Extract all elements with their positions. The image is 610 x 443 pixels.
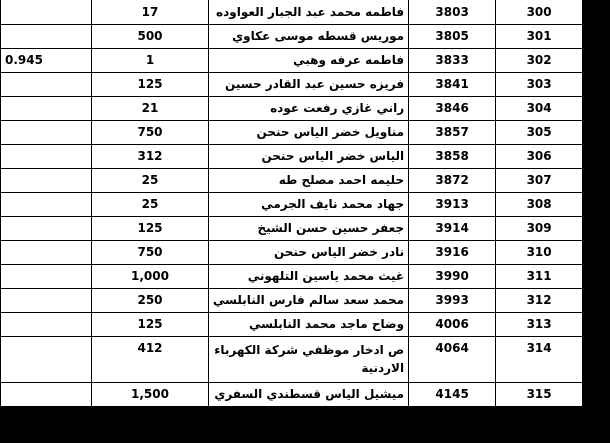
amount-cell: 1 bbox=[92, 48, 209, 72]
sequence-cell: 308 bbox=[496, 192, 583, 216]
sequence-cell: 301 bbox=[496, 24, 583, 48]
name-cell: فاطمه محمد عبد الجبار العواوده bbox=[209, 0, 409, 24]
table-row bbox=[1, 192, 583, 216]
name-cell: جهاد محمد نايف الجرمي bbox=[209, 192, 409, 216]
sequence-cell: 303 bbox=[496, 72, 583, 96]
name-cell: محمد سعد سالم فارس النابلسي bbox=[209, 288, 409, 312]
extra-value-cell bbox=[1, 336, 92, 382]
extra-value-cell bbox=[1, 0, 92, 24]
table-row bbox=[1, 144, 583, 168]
extra-value-cell bbox=[1, 72, 92, 96]
sequence-cell: 309 bbox=[496, 216, 583, 240]
amount-cell: 312 bbox=[92, 144, 209, 168]
name-cell: راني غازي رفعت عوده bbox=[209, 96, 409, 120]
amount-cell: 125 bbox=[92, 312, 209, 336]
table-row bbox=[1, 168, 583, 192]
id-cell: 3857 bbox=[409, 120, 496, 144]
name-cell: ميشيل الياس قسطندي السفري bbox=[209, 382, 409, 406]
name-cell: حليمه احمد مصلح طه bbox=[209, 168, 409, 192]
sequence-cell: 302 bbox=[496, 48, 583, 72]
id-cell: 3990 bbox=[409, 264, 496, 288]
sequence-cell: 313 bbox=[496, 312, 583, 336]
name-cell: جعفر حسين حسن الشيخ bbox=[209, 216, 409, 240]
amount-cell: 500 bbox=[92, 24, 209, 48]
amount-cell: 125 bbox=[92, 216, 209, 240]
sequence-cell: 314 bbox=[496, 336, 583, 382]
name-cell: الياس خضر الياس حنحن bbox=[209, 144, 409, 168]
id-cell: 3913 bbox=[409, 192, 496, 216]
extra-value-cell bbox=[1, 264, 92, 288]
amount-cell: 25 bbox=[92, 192, 209, 216]
extra-value-cell bbox=[1, 312, 92, 336]
amount-cell: 1,500 bbox=[92, 382, 209, 406]
amount-cell: 125 bbox=[92, 72, 209, 96]
sequence-cell: 305 bbox=[496, 120, 583, 144]
name-cell: وضاح ماجد محمد النابلسي bbox=[209, 312, 409, 336]
table-row bbox=[1, 72, 583, 96]
sequence-cell: 310 bbox=[496, 240, 583, 264]
table-row bbox=[1, 48, 583, 72]
name-cell: ص ادخار موظفي شركة الكهرباء الاردنية bbox=[209, 336, 409, 382]
id-cell: 3846 bbox=[409, 96, 496, 120]
name-cell: موريس قسطه موسى عكاوي bbox=[209, 24, 409, 48]
name-cell: غيث محمد ياسين التلهوني bbox=[209, 264, 409, 288]
amount-cell: 17 bbox=[92, 0, 209, 24]
extra-value-cell bbox=[1, 192, 92, 216]
id-cell: 3993 bbox=[409, 288, 496, 312]
table-body bbox=[1, 0, 583, 406]
id-cell: 3858 bbox=[409, 144, 496, 168]
table-row bbox=[1, 240, 583, 264]
extra-value-cell bbox=[1, 382, 92, 406]
id-cell: 3914 bbox=[409, 216, 496, 240]
table-row bbox=[1, 382, 583, 406]
extra-value-cell bbox=[1, 96, 92, 120]
extra-value-cell bbox=[1, 120, 92, 144]
sequence-cell: 307 bbox=[496, 168, 583, 192]
amount-cell: 412 bbox=[92, 336, 209, 382]
id-cell: 3833 bbox=[409, 48, 496, 72]
id-cell: 3872 bbox=[409, 168, 496, 192]
name-cell: نادر خضر الياس حنحن bbox=[209, 240, 409, 264]
name-cell: مناويل خضر الياس حنحن bbox=[209, 120, 409, 144]
extra-value-cell bbox=[1, 240, 92, 264]
amount-cell: 750 bbox=[92, 120, 209, 144]
id-cell: 4006 bbox=[409, 312, 496, 336]
id-cell: 3916 bbox=[409, 240, 496, 264]
extra-value-cell bbox=[1, 144, 92, 168]
table-row bbox=[1, 120, 583, 144]
sequence-cell: 300 bbox=[496, 0, 583, 24]
extra-value-cell bbox=[1, 168, 92, 192]
id-cell: 4145 bbox=[409, 382, 496, 406]
sequence-cell: 311 bbox=[496, 264, 583, 288]
amount-cell: 250 bbox=[92, 288, 209, 312]
sequence-cell: 306 bbox=[496, 144, 583, 168]
id-cell: 3803 bbox=[409, 0, 496, 24]
table-row bbox=[1, 216, 583, 240]
id-cell: 3841 bbox=[409, 72, 496, 96]
table-row bbox=[1, 96, 583, 120]
table-row bbox=[1, 0, 583, 24]
name-cell: فاطمه عرفه وهبي bbox=[209, 48, 409, 72]
amount-cell: 1,000 bbox=[92, 264, 209, 288]
sequence-cell: 312 bbox=[496, 288, 583, 312]
name-cell: فريزه حسين عبد القادر حسين bbox=[209, 72, 409, 96]
amount-cell: 25 bbox=[92, 168, 209, 192]
sequence-cell: 315 bbox=[496, 382, 583, 406]
table-row bbox=[1, 264, 583, 288]
table-row bbox=[1, 312, 583, 336]
amount-cell: 21 bbox=[92, 96, 209, 120]
table-row bbox=[1, 336, 583, 382]
extra-value-cell bbox=[1, 24, 92, 48]
table-row bbox=[1, 288, 583, 312]
id-cell: 3805 bbox=[409, 24, 496, 48]
extra-value-cell bbox=[1, 216, 92, 240]
extra-value-cell: 0.945 bbox=[1, 48, 92, 72]
table-row bbox=[1, 24, 583, 48]
sequence-cell: 304 bbox=[496, 96, 583, 120]
id-cell: 4064 bbox=[409, 336, 496, 382]
extra-value-cell bbox=[1, 288, 92, 312]
amount-cell: 750 bbox=[92, 240, 209, 264]
